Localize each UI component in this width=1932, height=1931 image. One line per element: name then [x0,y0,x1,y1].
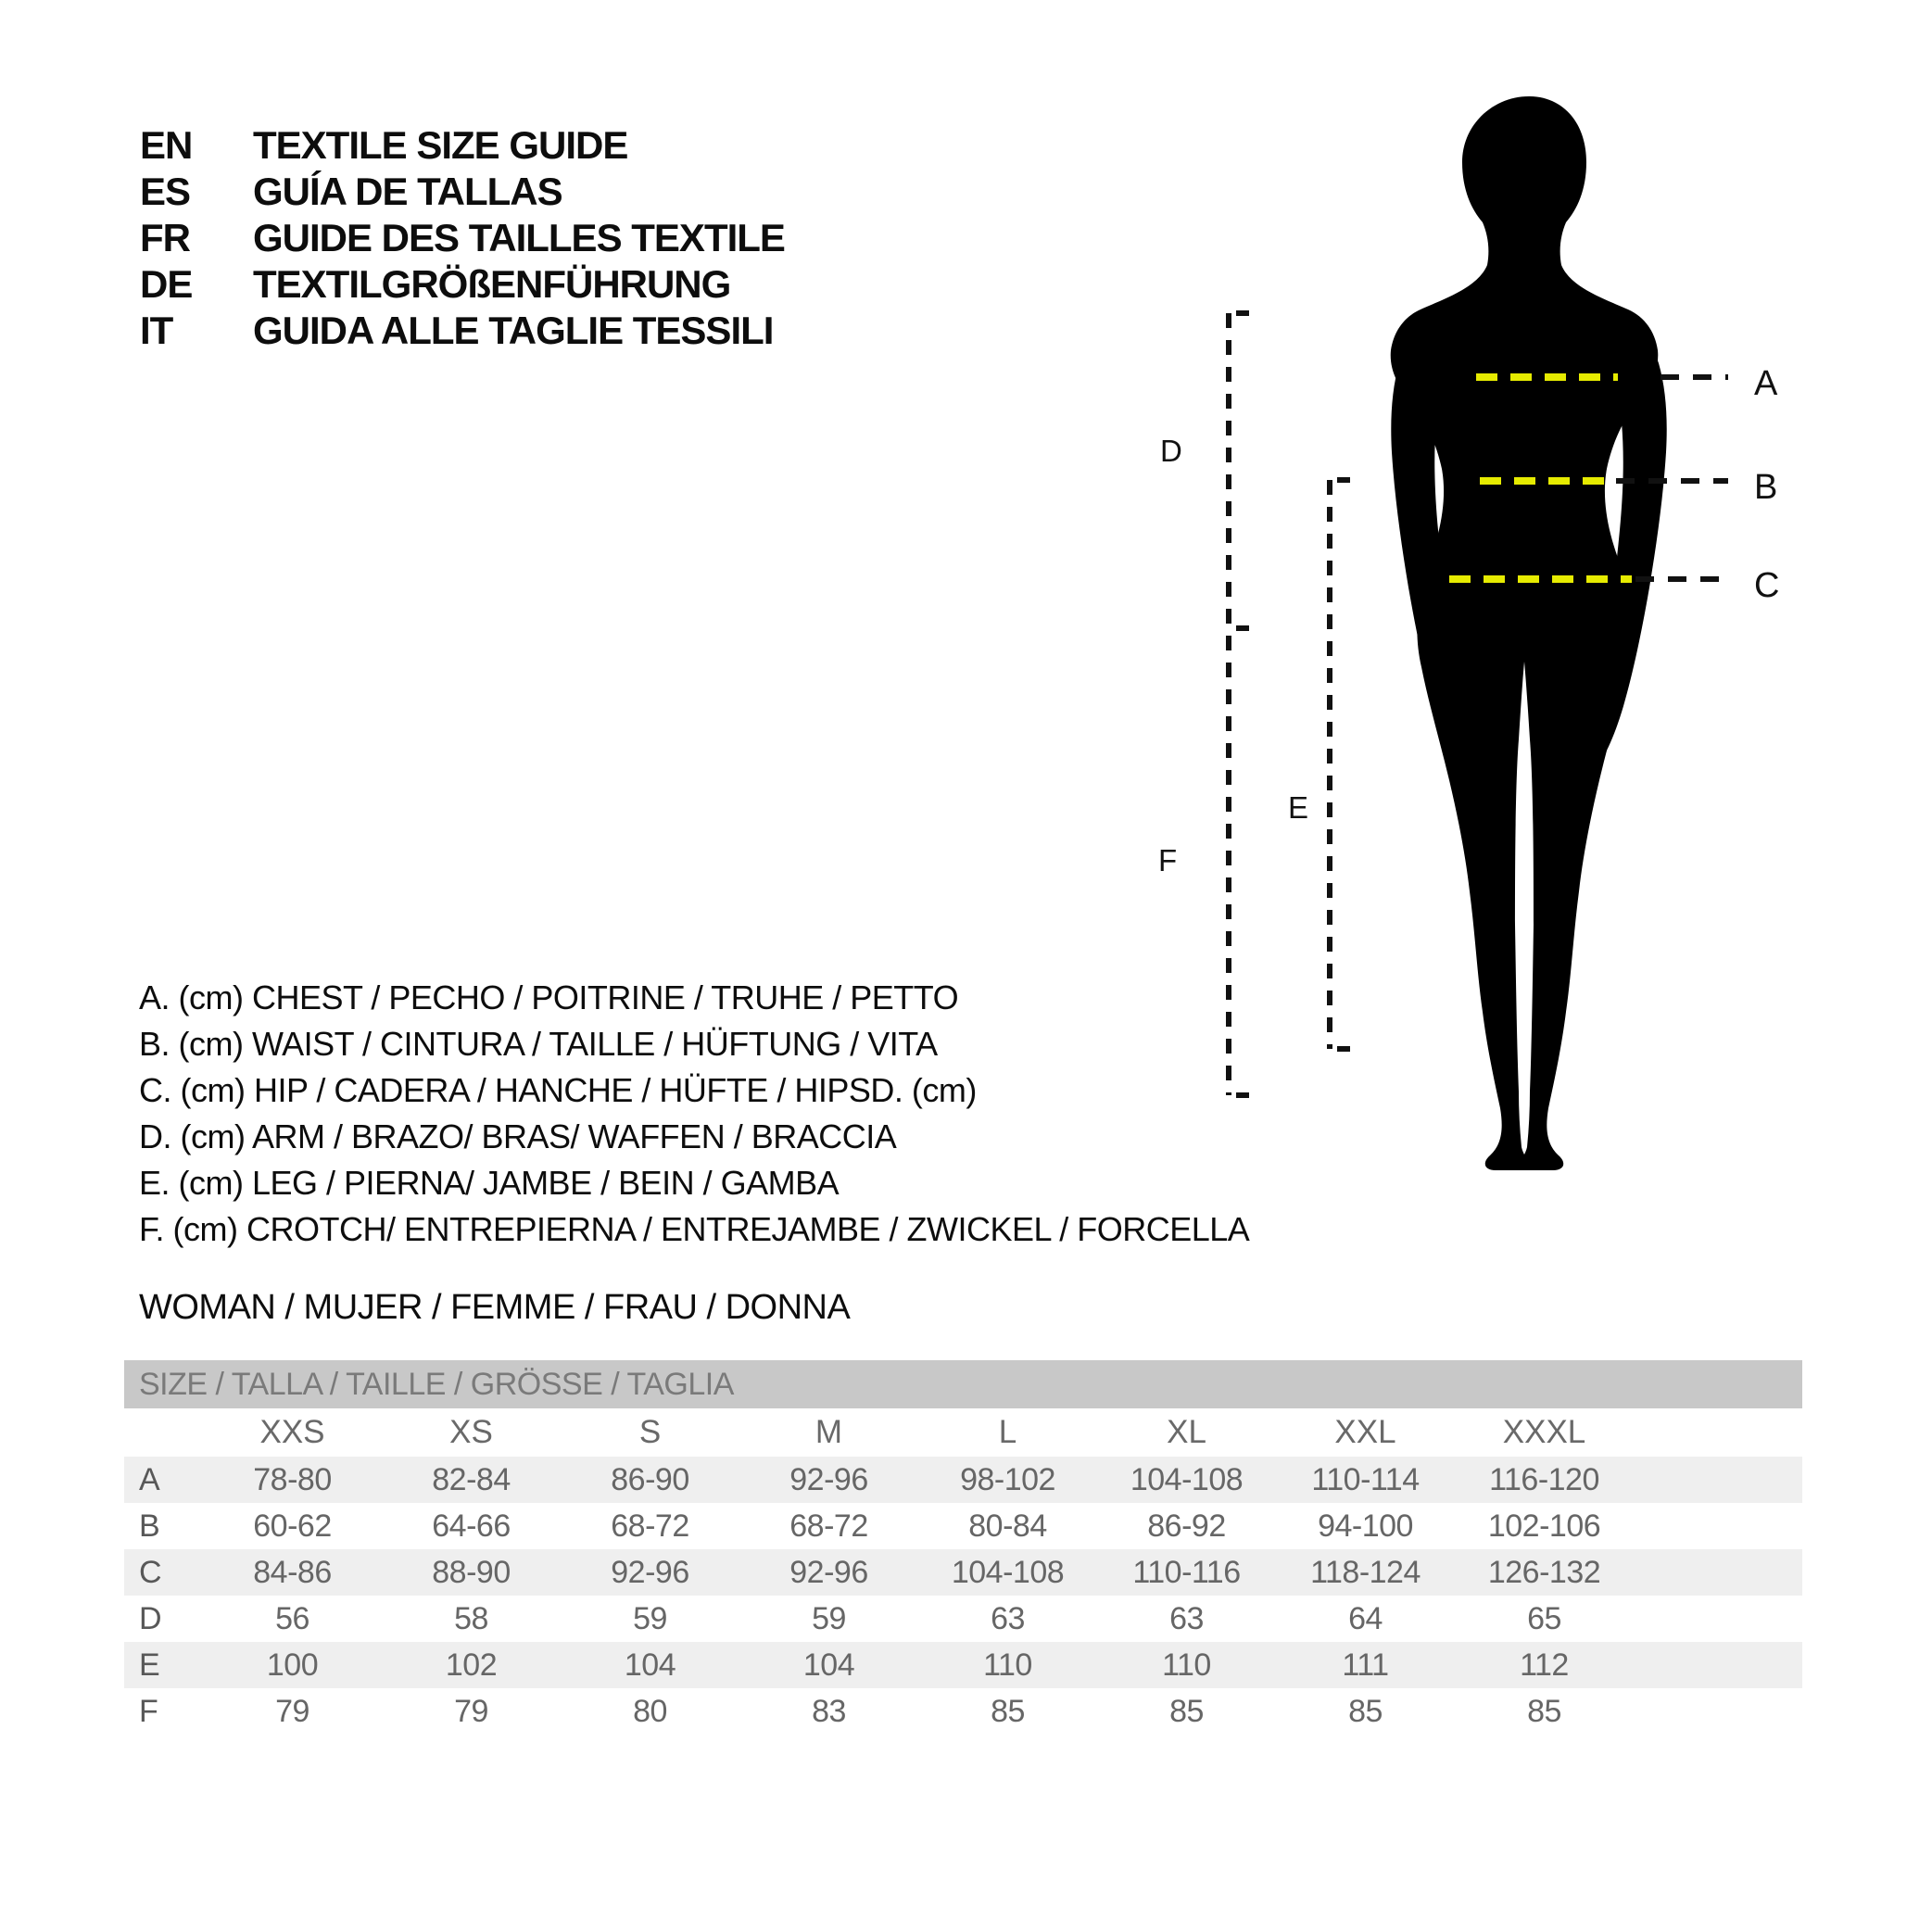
cell: 116-120 [1489,1462,1599,1497]
legend-item: A. (cm) CHEST / PECHO / POITRINE / TRUHE / PETTO [139,978,959,1016]
cell: 79 [454,1694,488,1729]
cell: 80 [633,1694,667,1729]
lang-title: TEXTILGRÖßENFÜHRUNG [253,262,731,306]
lang-row [140,261,785,308]
lang-row [140,215,785,261]
lang-code: IT [140,309,173,352]
language-title-block [140,122,785,354]
lang-title: GUÍA DE TALLAS [253,170,562,213]
lang-row [140,122,785,169]
lang-row [140,308,785,354]
cell: 64 [1348,1601,1383,1636]
cell: 86-92 [1147,1508,1226,1544]
lang-title: GUIDE DES TAILLES TEXTILE [253,216,785,259]
woman-silhouette-icon [1391,96,1667,1170]
body-measurement-diagram [1205,83,1798,1195]
cell: 68-72 [611,1508,689,1544]
cell: 102 [445,1647,498,1683]
lang-code: EN [140,123,193,167]
cell: 92-96 [789,1462,868,1497]
cell: 68-72 [789,1508,868,1544]
cell: 126-132 [1487,1555,1601,1590]
size-table [124,1360,1802,1735]
cell: 86-90 [611,1462,689,1497]
measure-label-d: D [1160,434,1182,468]
cell: 82-84 [432,1462,511,1497]
row-label: D [139,1601,162,1636]
gender-title: WOMAN / MUJER / FEMME / FRAU / DONNA [139,1288,851,1327]
row-label: C [139,1555,162,1590]
cell: 94-100 [1318,1508,1413,1544]
cell: 85 [1169,1694,1204,1729]
size-header-row [124,1408,1802,1457]
cell: 85 [1348,1694,1383,1729]
cell: 65 [1527,1601,1561,1636]
cell: 98-102 [960,1462,1055,1497]
legend-item: F. (cm) CROTCH/ ENTREPIERNA / ENTREJAMBE / ZWICKEL / FORCELLA [139,1210,1250,1248]
cell: 104 [802,1647,855,1683]
measure-line-e [1330,480,1350,1049]
lang-code: FR [140,216,190,259]
cell: 59 [812,1601,846,1636]
measure-label-f: F [1158,843,1178,877]
cell: 60-62 [253,1508,332,1544]
cell: 104-108 [951,1555,1065,1590]
size-col-header: XXL [1334,1414,1396,1450]
cell: 112 [1520,1647,1569,1683]
cell: 80-84 [968,1508,1047,1544]
legend-item: C. (cm) HIP / CADERA / HANCHE / HÜFTE / HIPSD. (cm) [139,1071,977,1109]
lang-title: TEXTILE SIZE GUIDE [253,123,628,167]
cell: 59 [633,1601,667,1636]
cell: 56 [275,1601,309,1636]
cell: 111 [1342,1647,1389,1683]
cell: 102-106 [1487,1508,1601,1544]
cell: 118-124 [1310,1555,1421,1590]
legend-item: E. (cm) LEG / PIERNA/ JAMBE / BEIN / GAMBA [139,1164,840,1202]
cell: 110-116 [1132,1555,1241,1590]
cell: 85 [991,1694,1025,1729]
cell: 63 [991,1601,1025,1636]
measure-label-e: E [1288,790,1309,825]
lang-code: DE [140,262,193,306]
size-col-header: XXXL [1502,1414,1586,1450]
cell: 64-66 [432,1508,511,1544]
table-row [124,1503,1802,1549]
cell: 78-80 [253,1462,332,1497]
cell: 85 [1527,1694,1561,1729]
table-row [124,1596,1802,1642]
cell: 88-90 [432,1555,511,1590]
table-row [124,1642,1802,1688]
size-col-header: XXS [259,1414,325,1450]
size-col-header: XL [1167,1414,1206,1450]
lang-title: GUIDA ALLE TAGLIE TESSILI [253,309,774,352]
row-label: F [139,1694,158,1729]
cell: 83 [812,1694,846,1729]
cell: 92-96 [789,1555,868,1590]
lang-code: ES [140,170,191,213]
cell: 92-96 [611,1555,689,1590]
size-col-header: XS [449,1414,493,1450]
row-label: B [139,1508,160,1544]
measurement-legend [139,975,1249,1253]
cell: 79 [275,1694,309,1729]
table-row [124,1688,1802,1735]
cell: 110 [1162,1647,1211,1683]
row-label: E [139,1647,160,1683]
size-col-header: M [814,1414,843,1450]
measure-label-b: B [1754,468,1778,507]
row-label: A [139,1462,160,1497]
cell: 100 [266,1647,319,1683]
measure-label-c: C [1754,566,1780,605]
cell: 58 [454,1601,488,1636]
legend-item: D. (cm) ARM / BRAZO/ BRAS/ WAFFEN / BRACCIA [139,1117,897,1155]
size-table-header-band: SIZE / TALLA / TAILLE / GRÖSSE / TAGLIA [124,1360,1802,1408]
table-row [124,1457,1802,1503]
measure-label-a: A [1754,364,1778,403]
cell: 104-108 [1130,1462,1244,1497]
size-col-header: S [638,1414,662,1450]
table-row [124,1549,1802,1596]
cell: 84-86 [253,1555,332,1590]
size-col-header: L [998,1414,1017,1450]
cell: 104 [624,1647,676,1683]
lang-row [140,169,785,215]
cell: 63 [1169,1601,1204,1636]
cell: 110 [983,1647,1032,1683]
cell: 110-114 [1311,1462,1420,1497]
legend-item: B. (cm) WAIST / CINTURA / TAILLE / HÜFTUNG / VITA [139,1025,938,1063]
